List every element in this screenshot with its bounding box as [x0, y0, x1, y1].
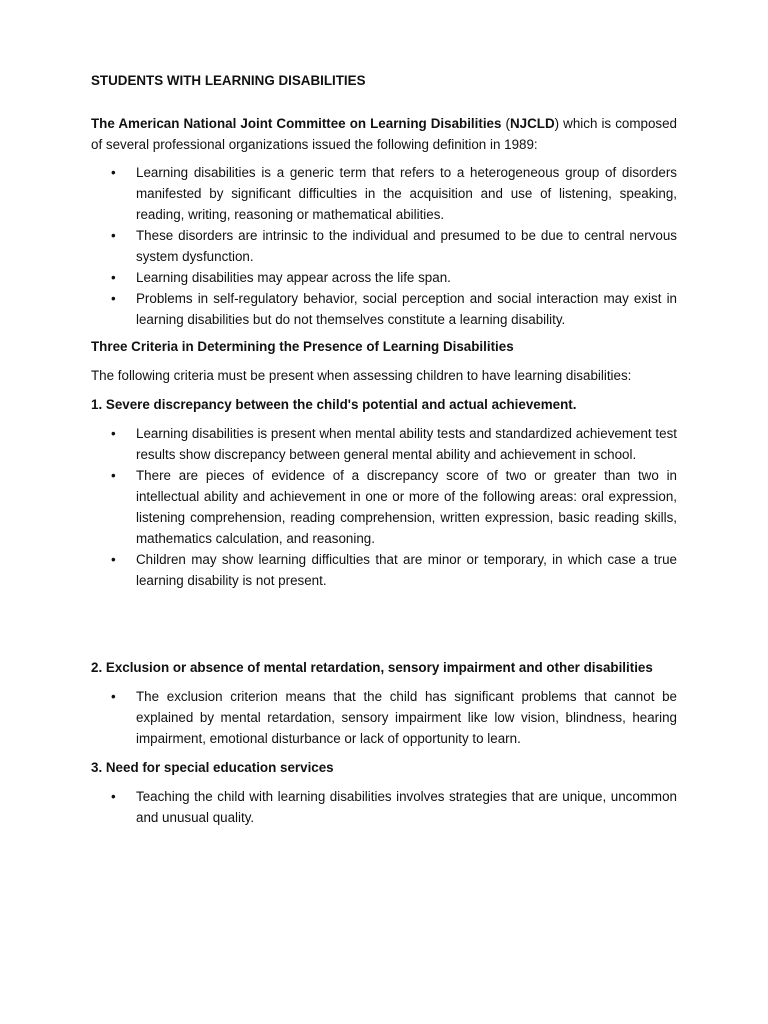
committee-name: The American National Joint Committee on Learning Disabilities — [91, 116, 502, 131]
list-item: • Children may show learning difficulties that are minor or temporary, in which case a true learning disability is not present. — [91, 549, 677, 591]
criterion-3-list — [91, 786, 677, 828]
list-item: • Learning disabilities is a generic term that refers to a heterogeneous group of disorders manifested by significant difficulties in the acquisition and use of listening, speaking, reading, writing, reasoning or mathematical abilities. — [91, 162, 677, 225]
intro-paragraph: The American National Joint Committee on Learning Disabilities (NJCLD) which is composed of several professional organizations issued the following definition in 1989: — [91, 116, 677, 152]
list-item: • The exclusion criterion means that the child has significant problems that cannot be explained by mental retardation, sensory impairment like low vision, blindness, hearing impairment, emotional disturbance or lack of opportunity to learn. — [91, 686, 677, 749]
document-body — [91, 70, 677, 828]
bullet-icon: • — [111, 552, 116, 567]
bullet-icon: • — [111, 689, 116, 704]
bullet-icon: • — [111, 426, 116, 441]
list-item: • Learning disabilities may appear across the life span. — [91, 267, 677, 288]
bullet-icon: • — [111, 228, 116, 243]
bullet-icon: • — [111, 468, 116, 483]
document-title: STUDENTS WITH LEARNING DISABILITIES — [91, 73, 366, 88]
bullet-icon: • — [111, 789, 116, 804]
list-item: • There are pieces of evidence of a discrepancy score of two or greater than two in intellectual ability and achievement in one or more of the following areas: oral expression, listening comprehension, reading comprehension, written expression, basic reading skills, mathematics calculation, and reasoning. — [91, 465, 677, 549]
bullet-icon: • — [111, 270, 116, 285]
criterion-1-heading: 1. Severe discrepancy between the child's potential and actual achievement. — [91, 397, 577, 412]
criterion-1-list — [91, 423, 677, 591]
list-item: • These disorders are intrinsic to the individual and presumed to be due to central nervous system dysfunction. — [91, 225, 677, 267]
criterion-3-heading: 3. Need for special education services — [91, 760, 334, 775]
criteria-heading: Three Criteria in Determining the Presence of Learning Disabilities — [91, 339, 514, 354]
blank-space — [91, 591, 677, 657]
definition-list — [91, 162, 677, 330]
criterion-2-list — [91, 686, 677, 749]
bullet-icon: • — [111, 291, 116, 306]
bullet-icon: • — [111, 165, 116, 180]
criterion-2-heading: 2. Exclusion or absence of mental retardation, sensory impairment and other disabilities — [91, 660, 653, 675]
list-item: • Teaching the child with learning disabilities involves strategies that are unique, uncommon and unusual quality. — [91, 786, 677, 828]
committee-abbreviation: NJCLD — [509, 116, 555, 131]
list-item: • Problems in self-regulatory behavior, social perception and social interaction may exist in learning disabilities but do not themselves constitute a learning disability. — [91, 288, 677, 330]
list-item: • Learning disabilities is present when mental ability tests and standardized achievement test results show discrepancy between general mental ability and achievement in school. — [91, 423, 677, 465]
criteria-intro: The following criteria must be present when assessing children to have learning disabilities: — [91, 368, 632, 383]
